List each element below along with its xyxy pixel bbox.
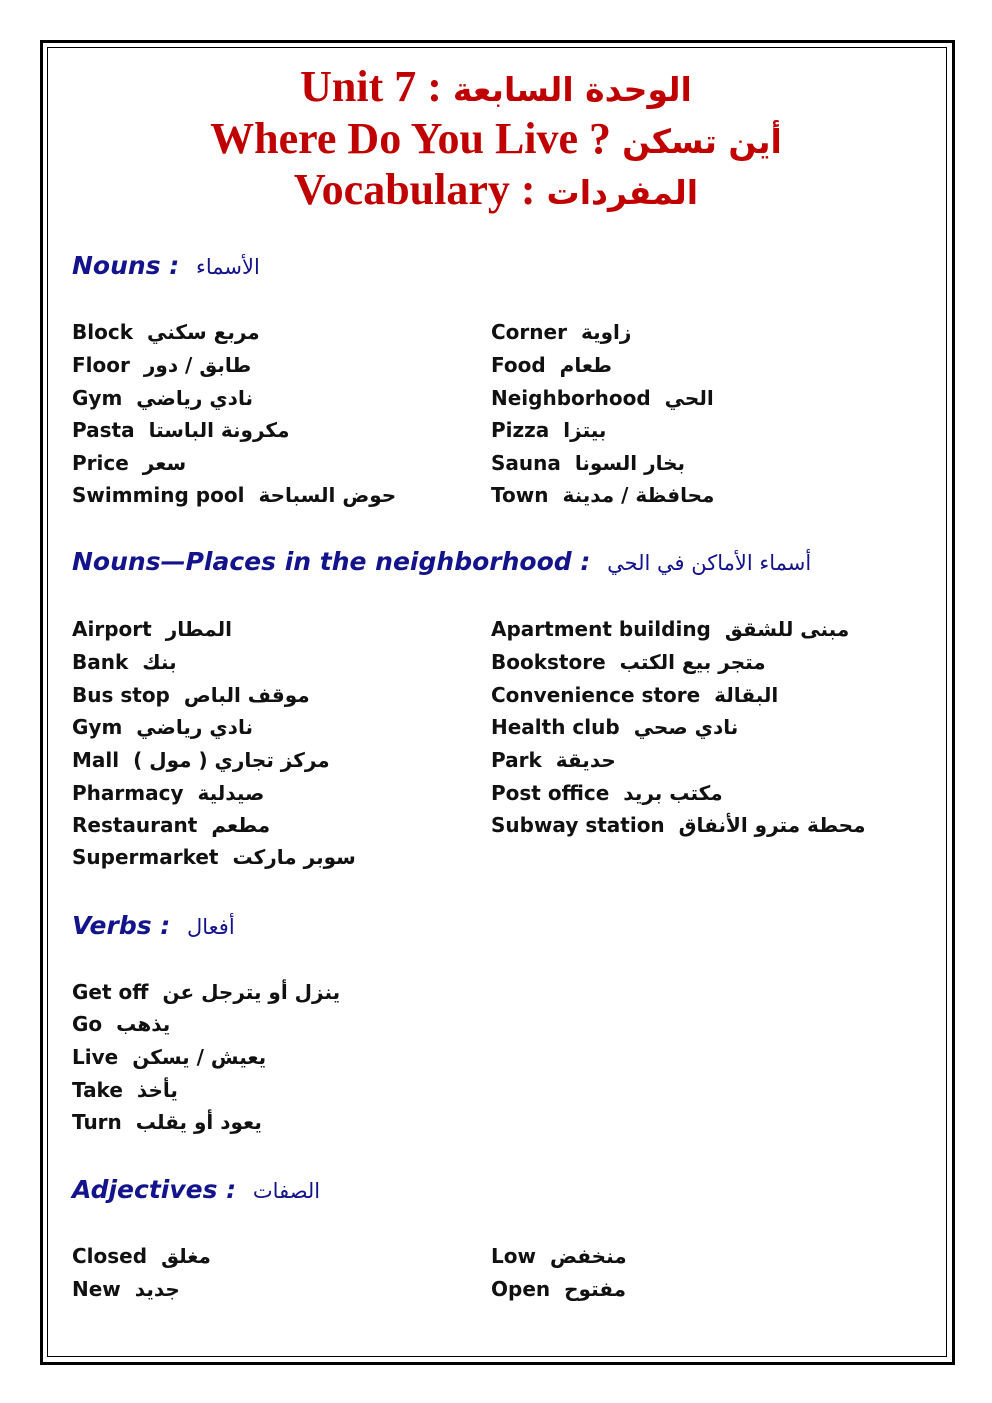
vocab-en: Live xyxy=(72,1045,119,1069)
vocab-ar: المطار xyxy=(165,617,232,641)
vocab-item xyxy=(72,351,251,379)
section-heading-places xyxy=(72,546,811,579)
vocab-en: Block xyxy=(72,320,133,344)
vocab-item xyxy=(491,615,849,643)
vocab-item xyxy=(72,449,186,477)
vocab-item xyxy=(72,1108,262,1136)
vocab-ar: نادي رياضي xyxy=(136,386,253,410)
heading-ar: أسماء الأماكن في الحي xyxy=(607,551,812,575)
vocab-item xyxy=(72,1010,170,1038)
vocab-ar: يذهب xyxy=(116,1012,171,1036)
vocab-en: Go xyxy=(72,1012,103,1036)
vocab-en: Take xyxy=(72,1078,123,1102)
vocab-ar: البقالة xyxy=(714,683,779,707)
vocab-en: Town xyxy=(491,483,549,507)
vocab-ar: متجر بيع الكتب xyxy=(619,650,766,674)
vocab-en: Swimming pool xyxy=(72,483,245,507)
vocab-ar: طعام xyxy=(559,353,612,377)
vocab-ar: مركز تجاري ( مول ) xyxy=(133,748,330,772)
vocab-ar: نادي صحي xyxy=(633,715,739,739)
vocab-en: Open xyxy=(491,1277,551,1301)
vocab-ar: مغلق xyxy=(161,1244,211,1268)
title-question-ar: أين تسكن xyxy=(622,122,782,161)
vocab-ar: مكرونة الباستا xyxy=(148,418,290,442)
heading-ar: أفعال xyxy=(187,915,235,939)
vocab-en: Pharmacy xyxy=(72,781,184,805)
vocab-ar: ينزل أو يترجل عن xyxy=(162,980,341,1004)
vocab-ar: مكتب بريد xyxy=(623,781,723,805)
vocab-en: Price xyxy=(72,451,129,475)
vocab-en: Floor xyxy=(72,353,130,377)
vocab-ar: سوبر ماركت xyxy=(232,845,356,869)
vocab-en: Get off xyxy=(72,980,149,1004)
vocab-ar: محافظة / مدينة xyxy=(562,483,715,507)
heading-en: Verbs : xyxy=(72,911,171,940)
vocab-en: Post office xyxy=(491,781,610,805)
title-unit-en: Unit 7 : xyxy=(300,62,442,111)
vocab-item xyxy=(72,318,260,346)
vocab-ar: مبنى للشقق xyxy=(724,617,850,641)
vocab-item xyxy=(491,1275,626,1303)
vocab-ar: بنك xyxy=(142,650,177,674)
vocab-item xyxy=(72,1275,180,1303)
vocab-en: Low xyxy=(491,1244,536,1268)
vocab-en: Bank xyxy=(72,650,129,674)
vocab-item xyxy=(72,811,270,839)
vocab-en: Restaurant xyxy=(72,813,198,837)
vocab-en: Subway station xyxy=(491,813,665,837)
title-vocabulary-ar: المفردات xyxy=(546,173,699,212)
vocab-ar: يعيش / يسكن xyxy=(132,1045,267,1069)
vocab-en: Pasta xyxy=(72,418,135,442)
vocab-en: Pizza xyxy=(491,418,550,442)
vocab-item xyxy=(491,384,714,412)
vocab-en: Gym xyxy=(72,715,123,739)
vocab-item xyxy=(72,1076,178,1104)
vocab-ar: الحي xyxy=(664,386,714,410)
vocab-item xyxy=(491,1242,627,1270)
title-unit-ar: الوحدة السابعة xyxy=(452,70,692,109)
vocab-item xyxy=(72,481,396,509)
vocab-item xyxy=(72,746,330,774)
vocab-item xyxy=(72,843,356,871)
vocab-en: Airport xyxy=(72,617,152,641)
heading-ar: الأسماء xyxy=(196,255,260,279)
vocab-ar: طابق / دور xyxy=(143,353,252,377)
vocab-ar: جديد xyxy=(134,1277,180,1301)
vocab-ar: يعود أو يقلب xyxy=(135,1110,262,1134)
vocab-en: Closed xyxy=(72,1244,148,1268)
vocab-item xyxy=(491,746,616,774)
vocab-en: Food xyxy=(491,353,546,377)
vocab-en: Mall xyxy=(72,748,120,772)
title-question xyxy=(50,114,942,167)
heading-en: Adjectives : xyxy=(72,1175,237,1204)
vocab-ar: منخفض xyxy=(549,1244,627,1268)
vocab-en: Bus stop xyxy=(72,683,170,707)
vocab-ar: حديقة xyxy=(555,748,616,772)
vocab-ar: يأخذ xyxy=(136,1078,178,1102)
vocab-en: Bookstore xyxy=(491,650,606,674)
vocab-ar: موقف الباص xyxy=(183,683,310,707)
vocab-item xyxy=(72,416,289,444)
vocab-item xyxy=(72,978,340,1006)
vocab-item xyxy=(491,811,865,839)
vocab-ar: مفتوح xyxy=(564,1277,627,1301)
vocab-en: Health club xyxy=(491,715,620,739)
vocab-item xyxy=(491,416,606,444)
vocab-ar: صيدلية xyxy=(197,781,265,805)
section-heading-nouns xyxy=(72,250,260,283)
vocab-ar: مربع سكني xyxy=(147,320,260,344)
vocab-en: Neighborhood xyxy=(491,386,651,410)
title-unit xyxy=(50,62,942,115)
vocab-item xyxy=(72,648,177,676)
title-question-en: Where Do You Live ? xyxy=(210,114,612,163)
heading-ar: الصفات xyxy=(252,1179,321,1203)
vocab-item xyxy=(72,1043,266,1071)
vocab-item xyxy=(491,681,778,709)
vocab-item xyxy=(72,779,264,807)
vocab-en: Corner xyxy=(491,320,567,344)
vocab-item xyxy=(72,384,253,412)
vocab-item xyxy=(72,1242,211,1270)
vocab-ar: سعر xyxy=(142,451,187,475)
vocab-ar: حوض السباحة xyxy=(258,483,397,507)
section-heading-verbs xyxy=(72,910,235,943)
vocab-item xyxy=(72,681,310,709)
heading-en: Nouns : xyxy=(72,251,180,280)
vocab-item xyxy=(491,648,766,676)
vocab-en: New xyxy=(72,1277,121,1301)
vocab-item xyxy=(491,318,631,346)
vocab-en: Turn xyxy=(72,1110,122,1134)
vocab-item xyxy=(72,615,232,643)
vocab-item xyxy=(491,449,685,477)
vocab-ar: مطعم xyxy=(211,813,271,837)
vocab-item xyxy=(72,713,253,741)
section-heading-adjectives xyxy=(72,1174,320,1207)
vocab-en: Gym xyxy=(72,386,123,410)
vocab-ar: بيتزا xyxy=(563,418,607,442)
vocab-item xyxy=(491,481,714,509)
vocab-ar: محطة مترو الأنفاق xyxy=(678,813,866,837)
vocab-ar: بخار السونا xyxy=(574,451,686,475)
vocab-en: Convenience store xyxy=(491,683,701,707)
heading-en: Nouns—Places in the neighborhood : xyxy=(72,547,591,576)
vocab-en: Apartment building xyxy=(491,617,711,641)
vocab-item xyxy=(491,351,612,379)
vocab-item xyxy=(491,779,723,807)
vocab-en: Sauna xyxy=(491,451,561,475)
title-vocabulary-en: Vocabulary : xyxy=(293,165,536,214)
vocab-ar: نادي رياضي xyxy=(136,715,253,739)
vocab-en: Supermarket xyxy=(72,845,219,869)
vocab-ar: زاوية xyxy=(580,320,632,344)
title-vocabulary xyxy=(50,165,942,218)
vocab-en: Park xyxy=(491,748,542,772)
vocab-item xyxy=(491,713,738,741)
